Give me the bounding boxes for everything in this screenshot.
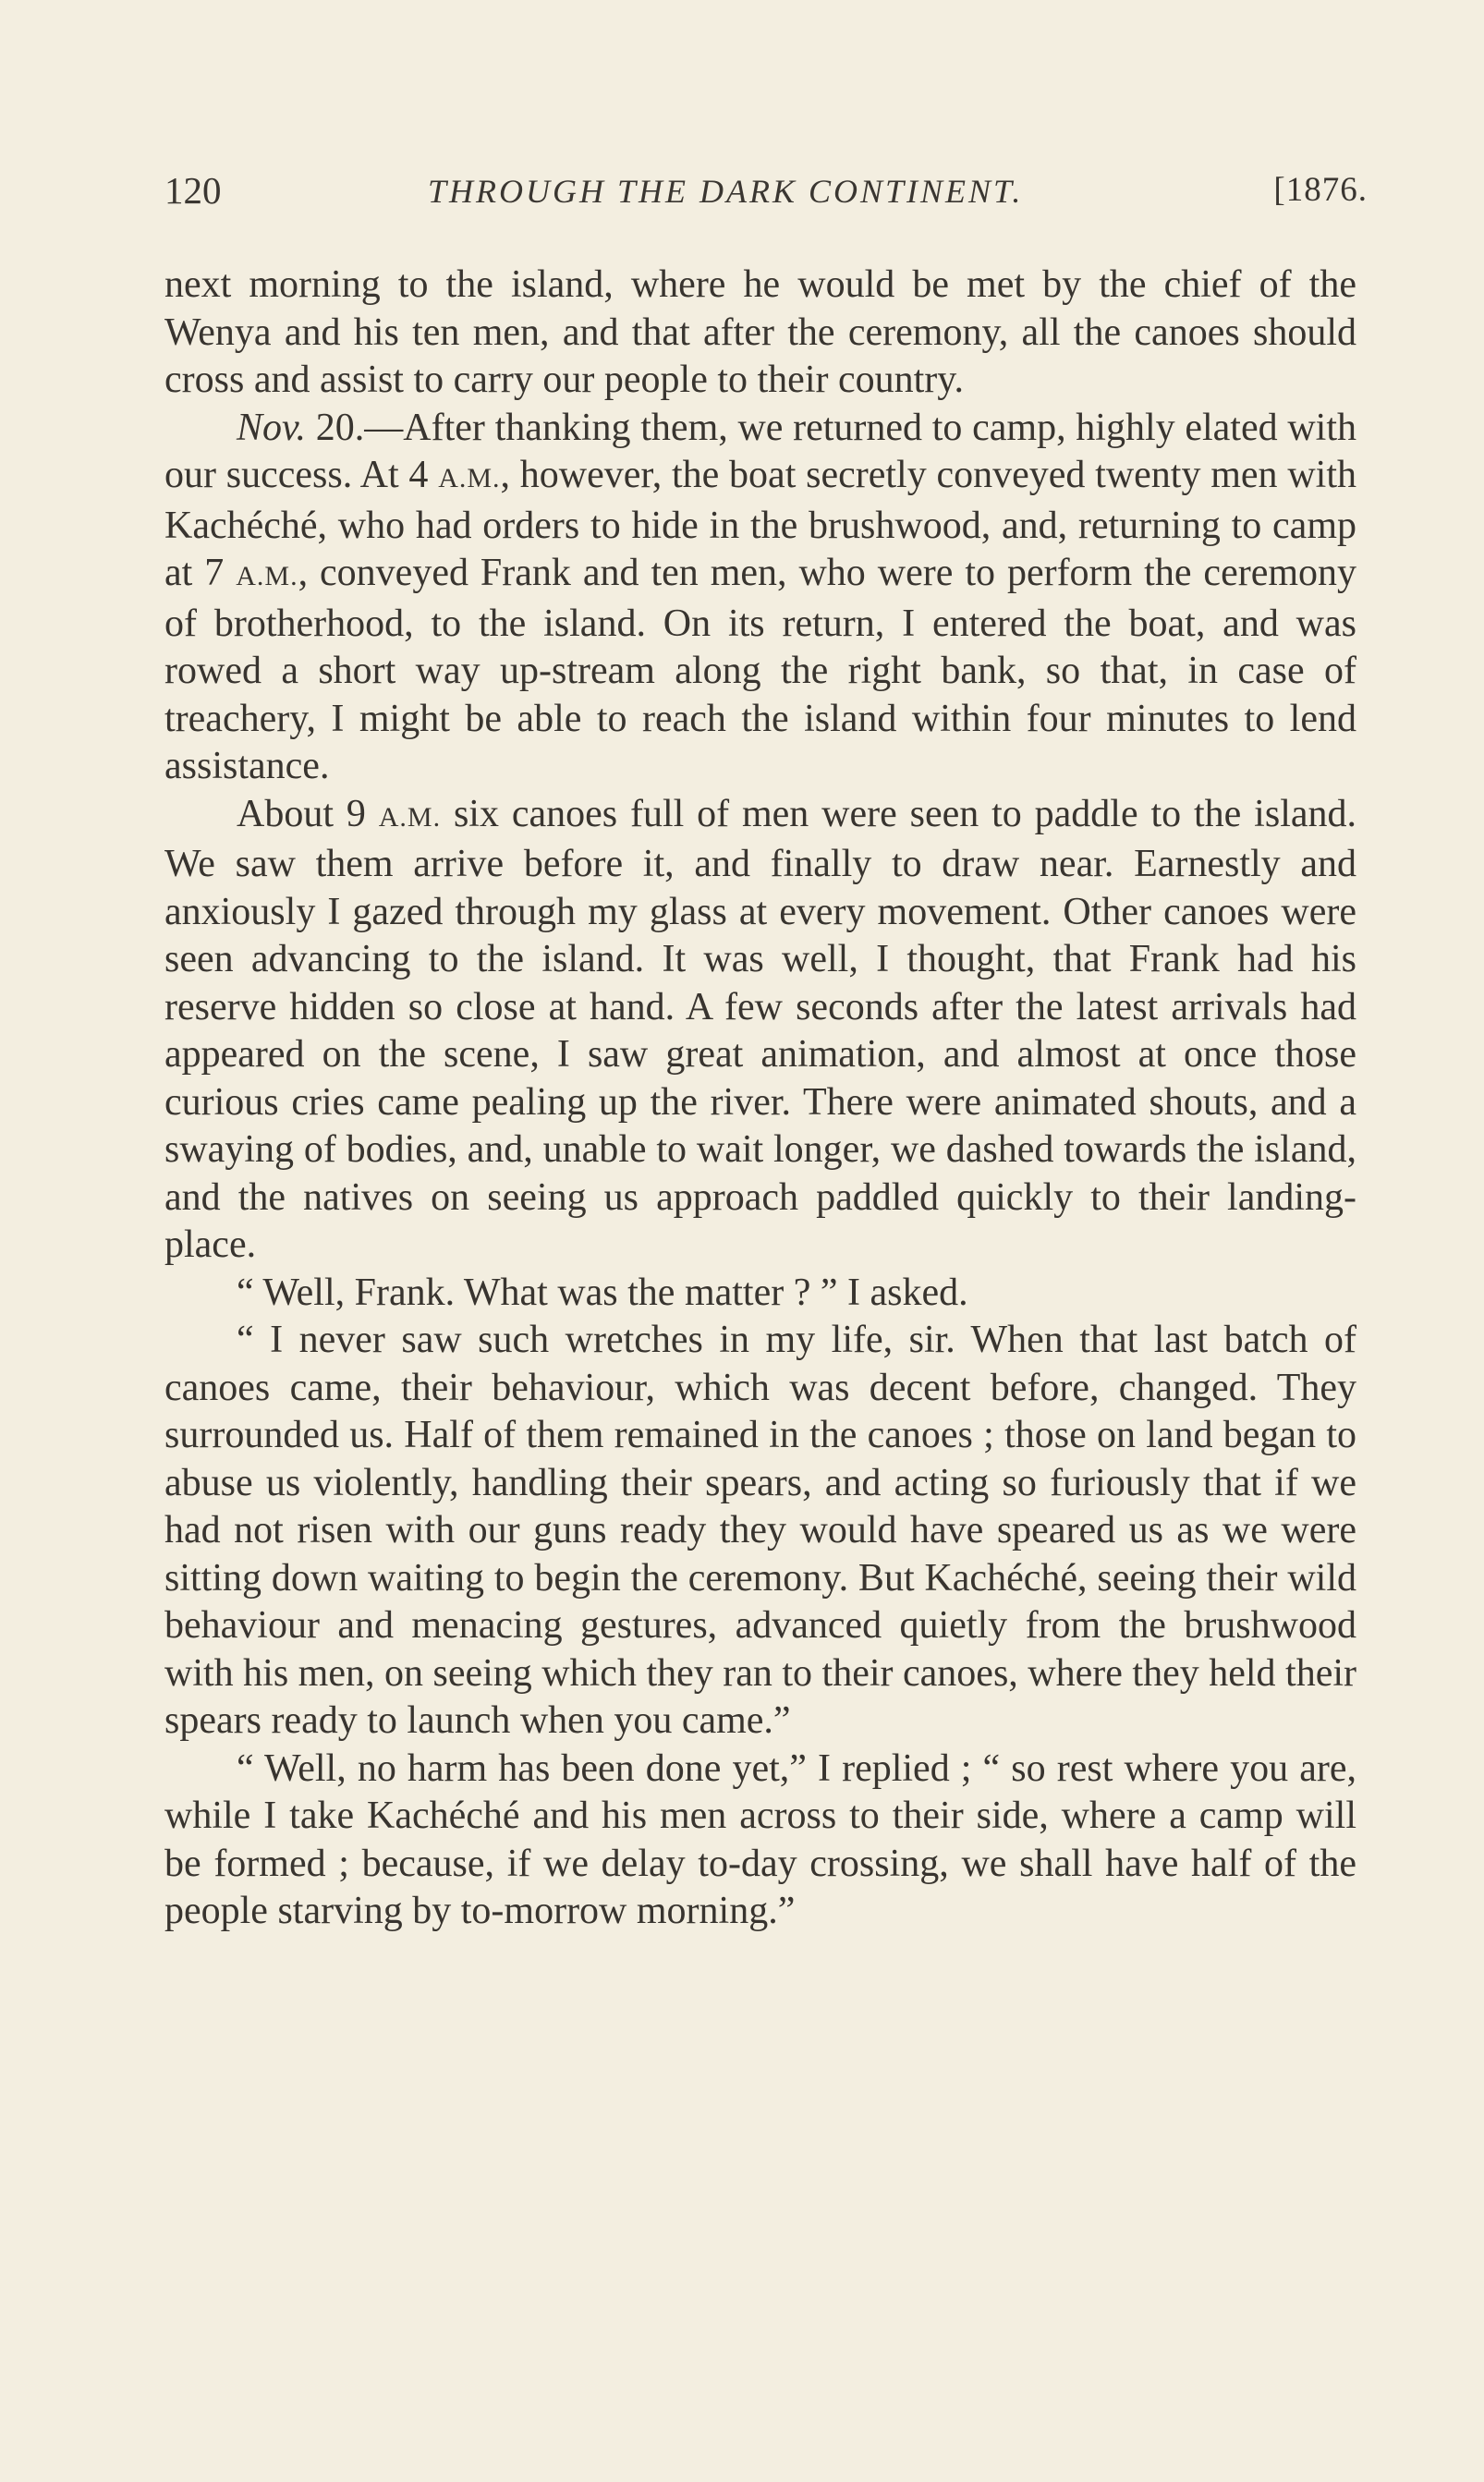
time-am-2: A.M. [236,561,298,591]
paragraph-1 [164,262,1356,405]
paragraph-6-text: “ Well, no harm has been done yet,” I replied ; “ so rest where you are, while I take Kachéché and his men across to their side, where a camp will be formed ; because, if we delay to-day crossing, we shall have half of the people starving by to-morrow morning.” [164,1746,1356,1932]
paragraph-3-segment-2: six canoes full of men were seen to paddle to the island. We saw them arrive before it, and finally to draw near. Earnestly and anxiously I gazed through my glass at every movement. Other canoes were seen advancing to the island. It was well, I thought, that Frank had his reserve hidden so close at hand. A few seconds after the latest arrivals had appeared on the scene, I saw great animation, and almost at once those curious cries came pealing up the river. There were animated shouts, and a swaying of bodies, and, unable to wait longer, we dashed towards the island, and the natives on seeing us approach paddled quickly to their landing-place. [164,792,1357,1266]
paragraph-3-segment-1: About 9 [237,792,379,835]
paragraph-4 [164,1270,1356,1318]
paragraph-1-text: next morning to the island, where he would be met by the chief of the Wenya and his ten men, and that after the ceremony, all the canoes should cross and assist to carry our people to their country. [164,263,1356,401]
page-number: 120 [164,169,222,212]
time-am-3: A.M. [378,801,442,833]
paragraph-6 [164,1746,1356,1936]
page-header [164,168,1368,224]
date-nov: Nov. [237,406,307,449]
time-am-1: A.M. [438,463,501,493]
paragraph-2 [164,405,1356,791]
paragraph-3 [164,791,1356,1270]
paragraph-4-text: “ Well, Frank. What was the matter ? ” I asked. [237,1271,968,1314]
running-title: THROUGH THE DARK CONTINENT. [428,173,1024,210]
paragraph-5 [164,1317,1356,1746]
paragraph-5-text: “ I never saw such wretches in my life, sir. When that last batch of canoes came, their behaviour, which was decent before, changed. They surrounded us. Half of them remained in the canoes ; those on land began to abuse us violently, handling their spears, and acting so furiously that if we had not risen with our guns ready they would have speared us as we were sitting down waiting to begin the ceremony. But Kachéché, seeing their wild behaviour and menacing gestures, advanced quietly from the brushwood with his men, on seeing which they ran to their canoes, where they held their spears ready to launch when you came.” [164,1319,1356,1742]
paragraph-2-segment-2: , however, the boat secretly conveyed twenty men with Kachéché, who had orders to hide in the brushwood, and, returning to camp at 7 [164,454,1356,594]
year-marker: [1876. [1273,171,1368,209]
paragraph-2-segment-1: 20.—After thanking them, we returned to camp, highly elated with our success. At 4 [164,406,1356,496]
paragraph-2-segment-3: , conveyed Frank and ten men, who were to perform the ceremony of brotherhood, to the island. On its return, I entered the boat, and was rowed a short way up-stream along the right bank, so that, in case of treachery, I might be able to reach the island within four minutes to lend assistance. [164,552,1357,787]
body-text [164,262,1356,1936]
